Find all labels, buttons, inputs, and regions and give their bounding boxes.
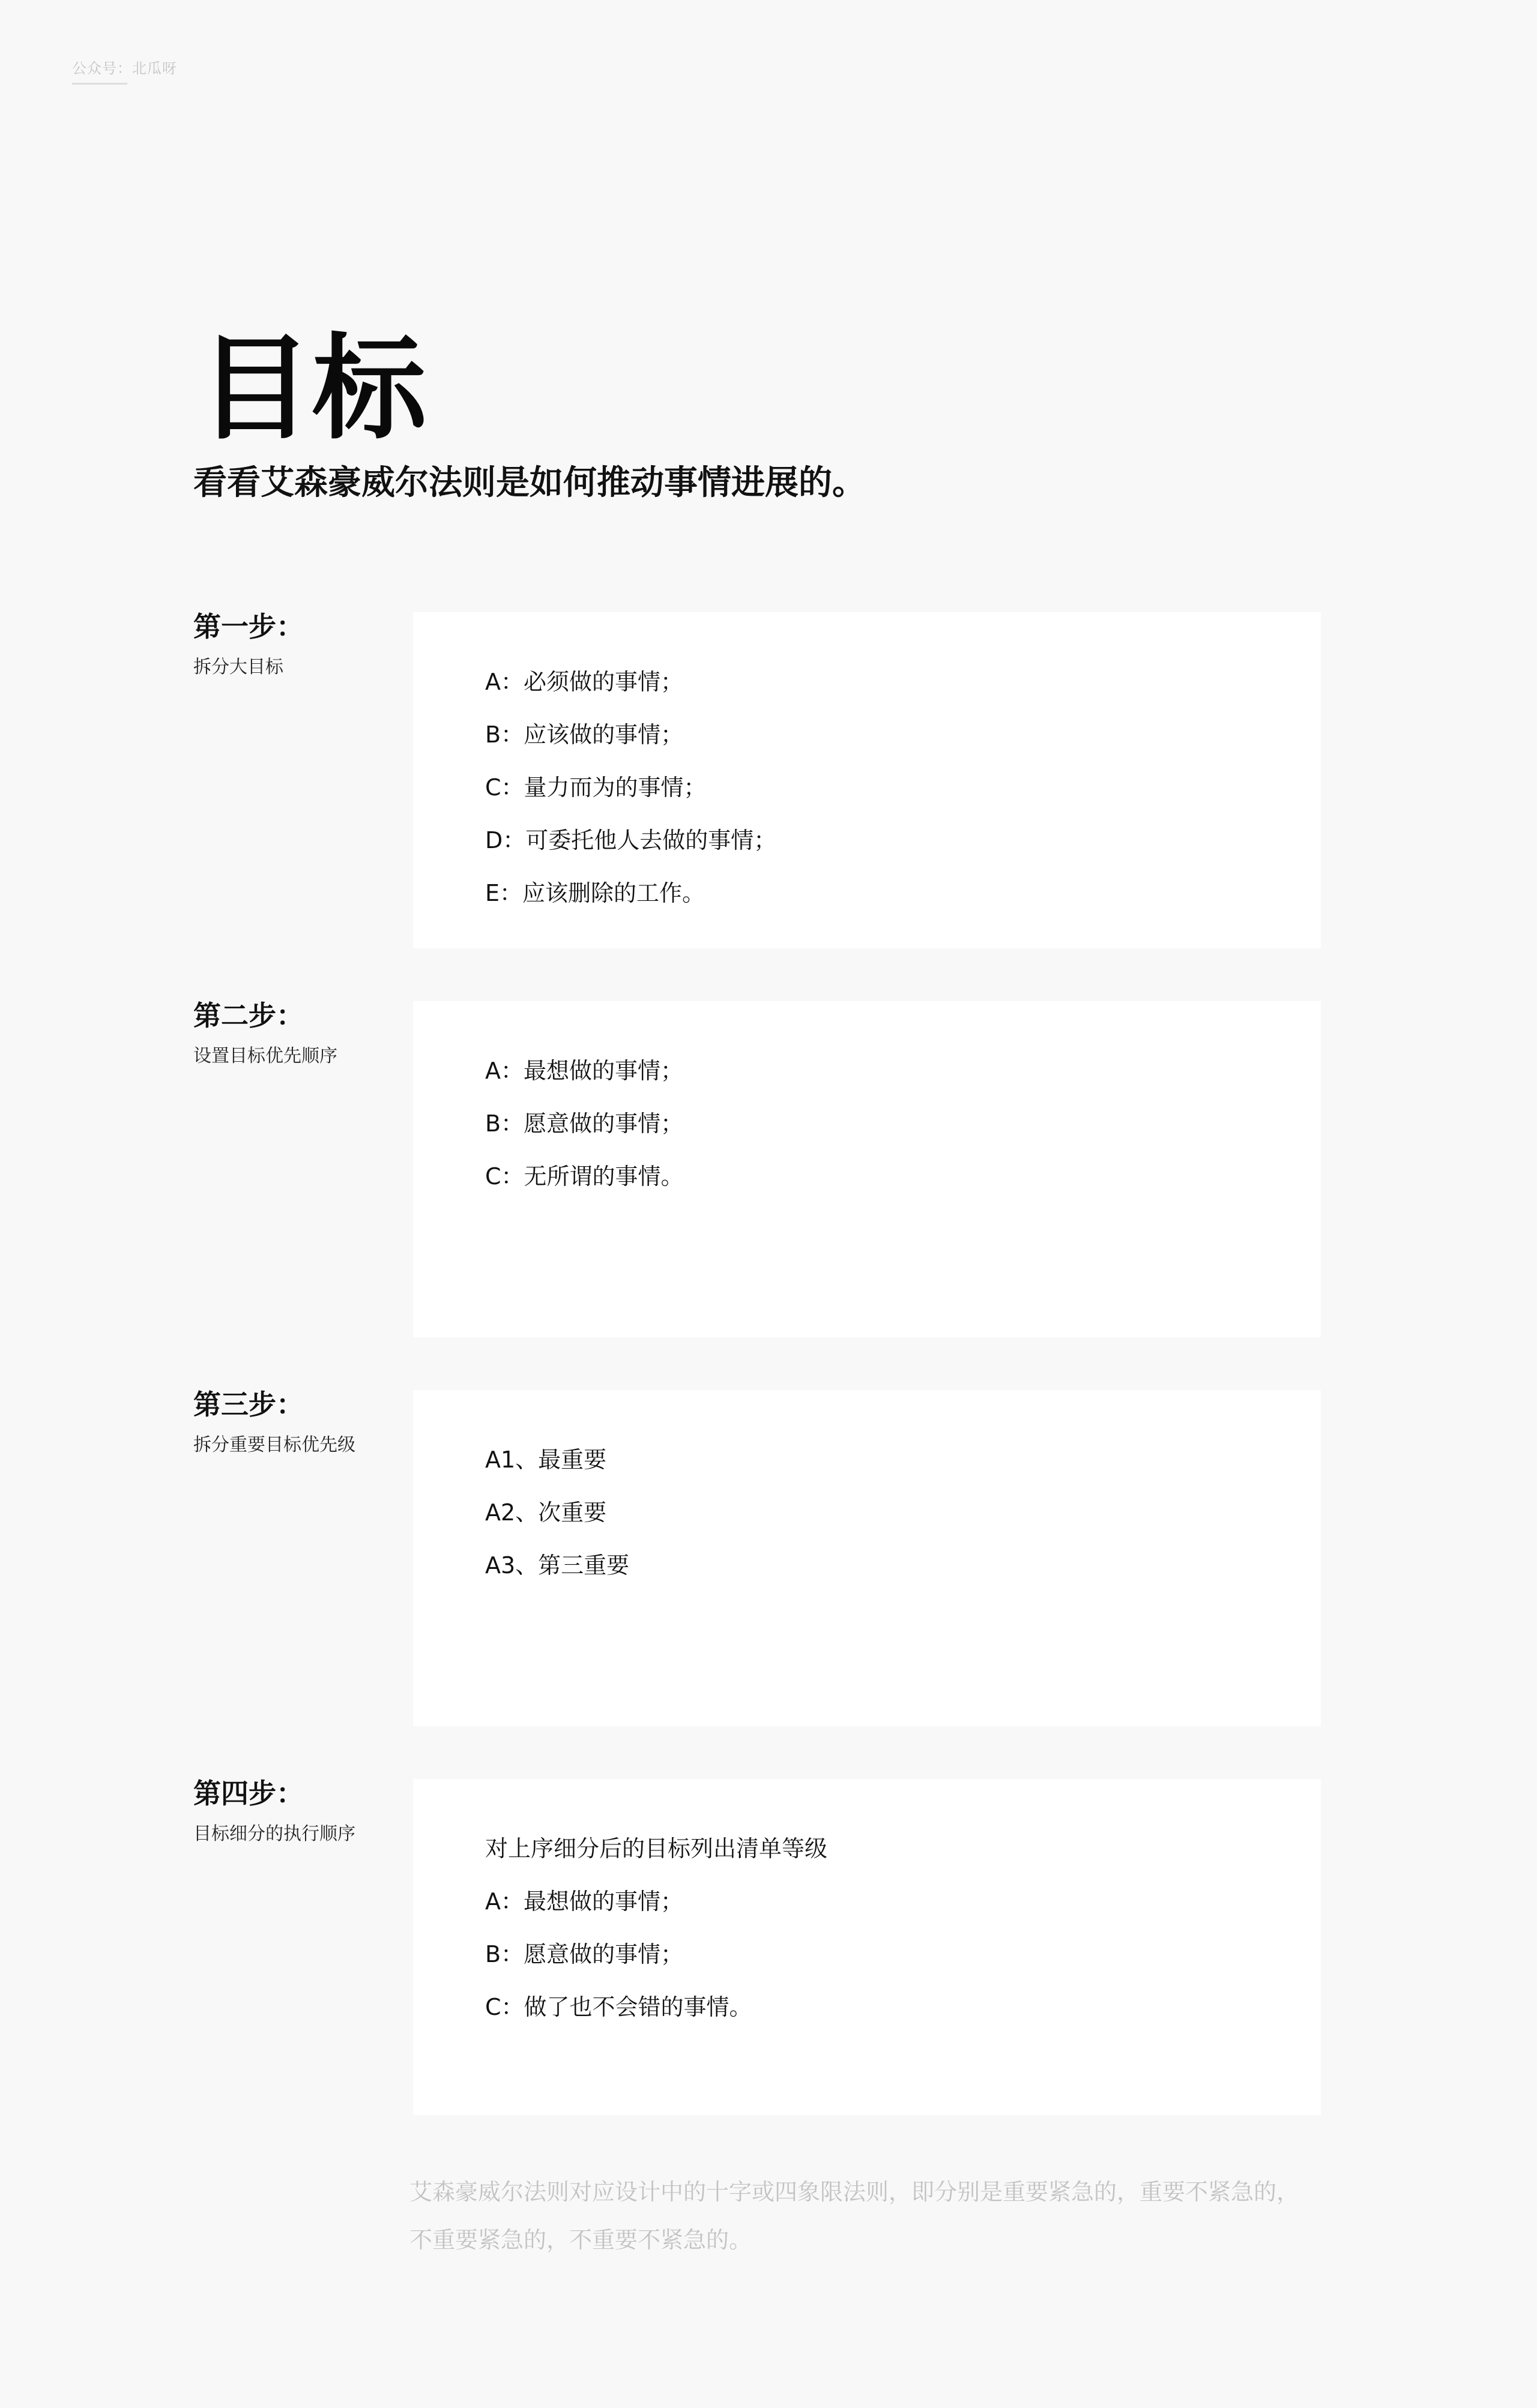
step-subtitle: 设置目标优先顺序 [193,1046,337,1067]
source-tag-underline [72,83,127,85]
step-subtitle: 目标细分的执行顺序 [193,1823,355,1844]
step-subtitle: 拆分重要目标优先级 [193,1434,355,1455]
footnote-line: 艾森豪威尔法则对应设计中的十字或四象限法则，即分别是重要紧急的，重要不紧急的， [409,2179,1300,2205]
step-title: 第三步： [193,1388,304,1421]
step-card [413,1390,1321,1726]
list-item: A2、次重要 [485,1499,607,1526]
step-title: 第一步： [193,610,304,643]
list-item: A：最想做的事情； [485,1058,683,1084]
step-card [413,1001,1321,1337]
list-item: A：最想做的事情； [485,1888,683,1915]
list-item: B：应该做的事情； [485,721,684,748]
list-item: A1、最重要 [485,1446,607,1473]
step-title: 第二步： [193,999,304,1032]
list-item: D：可委托他人去做的事情； [485,827,777,853]
list-item: A：必须做的事情； [485,669,683,695]
step-item-list [485,1433,629,1592]
list-item: A3、第三重要 [485,1552,630,1579]
list-item: C：量力而为的事情； [485,774,707,801]
step-card [413,1779,1321,2115]
step-subtitle: 拆分大目标 [193,657,283,678]
step-item-list [485,655,776,920]
page-subtitle: 看看艾森豪威尔法则是如何推动事情进展的。 [193,463,866,502]
list-item: B：愿意做的事情； [485,1110,684,1137]
source-tag: 公众号：北瓜呀 [72,60,177,77]
step-card [413,612,1321,948]
list-item: E：应该删除的工作。 [485,880,705,906]
list-item: C：做了也不会错的事情。 [485,1994,752,2020]
step-title: 第四步： [193,1777,304,1810]
footnote [409,2168,1346,2264]
list-item: B：愿意做的事情； [485,1941,684,1967]
step-item-list [485,1044,684,1203]
step-item-list [485,1822,827,2033]
page-title: 目标 [198,322,427,455]
footnote-line: 不重要紧急的，不重要不紧急的。 [409,2227,752,2253]
list-item: C：无所谓的事情。 [485,1163,684,1190]
list-item: 对上序细分后的目标列出清单等级 [485,1835,828,1862]
